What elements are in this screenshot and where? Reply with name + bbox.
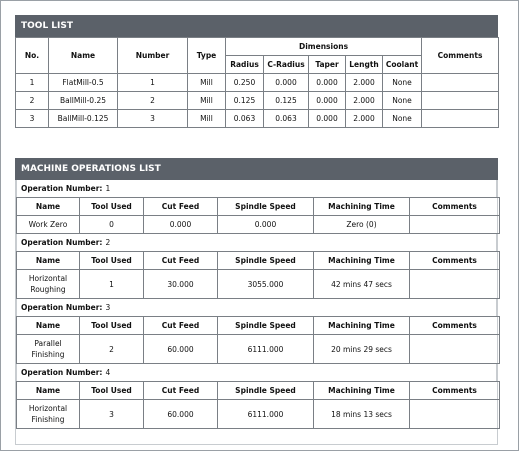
cell-name: Work Zero: [17, 216, 80, 234]
cell-comments: [410, 400, 500, 429]
cell-cut-feed: 0.000: [144, 216, 218, 234]
table-row: [17, 400, 500, 429]
table-row: [16, 74, 499, 92]
cell-name: Parallel Finishing: [17, 335, 80, 364]
cell-comments: [422, 92, 499, 110]
cell-comments: [422, 110, 499, 128]
header-dimensions: Dimensions: [226, 38, 422, 56]
tool-list-section: [15, 15, 498, 128]
header-spindle-speed: Spindle Speed: [218, 252, 314, 270]
operation-number-value: 2: [105, 238, 111, 247]
header-comments: Comments: [422, 38, 499, 74]
cell-radius: 0.250: [226, 74, 264, 92]
cell-number: 3: [118, 110, 188, 128]
cell-c-radius: 0.125: [264, 92, 309, 110]
header-cut-feed: Cut Feed: [144, 252, 218, 270]
table-row: [17, 335, 500, 364]
cell-name: FlatMill-0.5: [49, 74, 118, 92]
cell-comments: [422, 74, 499, 92]
header-tool-used: Tool Used: [80, 382, 144, 400]
header-coolant: Coolant: [383, 56, 422, 74]
cell-number: 1: [118, 74, 188, 92]
header-cut-feed: Cut Feed: [144, 317, 218, 335]
header-length: Length: [346, 56, 383, 74]
header-spindle-speed: Spindle Speed: [218, 382, 314, 400]
header-taper: Taper: [309, 56, 346, 74]
operation-table: [16, 316, 500, 364]
operation-table: [16, 251, 500, 299]
header-no: No.: [16, 38, 49, 74]
tool-list-table: [15, 37, 499, 128]
cell-machining-time: 18 mins 13 secs: [314, 400, 410, 429]
cell-no: 3: [16, 110, 49, 128]
operation-number-row: [16, 180, 497, 197]
cell-length: 2.000: [346, 92, 383, 110]
header-spindle-speed: Spindle Speed: [218, 198, 314, 216]
cell-radius: 0.063: [226, 110, 264, 128]
ops-list-body: [15, 180, 498, 445]
header-cut-feed: Cut Feed: [144, 198, 218, 216]
cell-number: 2: [118, 92, 188, 110]
ops-list-section: [15, 158, 498, 445]
cell-c-radius: 0.000: [264, 74, 309, 92]
header-tool-used: Tool Used: [80, 317, 144, 335]
header-name: Name: [17, 198, 80, 216]
operation-number-value: 1: [105, 184, 111, 193]
operation-number-label: Operation Number:: [21, 368, 103, 377]
cell-coolant: None: [383, 110, 422, 128]
header-name: Name: [17, 252, 80, 270]
cell-coolant: None: [383, 92, 422, 110]
cell-comments: [410, 335, 500, 364]
header-machining-time: Machining Time: [314, 382, 410, 400]
header-cut-feed: Cut Feed: [144, 382, 218, 400]
header-machining-time: Machining Time: [314, 252, 410, 270]
cell-tool-used: 1: [80, 270, 144, 299]
header-comments: Comments: [410, 252, 500, 270]
header-name: Name: [17, 317, 80, 335]
operation-number-row: [16, 364, 497, 381]
table-row: [16, 110, 499, 128]
operation-number-label: Operation Number:: [21, 184, 103, 193]
cell-cut-feed: 60.000: [144, 335, 218, 364]
cell-cut-feed: 30.000: [144, 270, 218, 299]
cell-taper: 0.000: [309, 74, 346, 92]
cell-taper: 0.000: [309, 110, 346, 128]
header-type: Type: [188, 38, 226, 74]
cell-spindle-speed: 0.000: [218, 216, 314, 234]
operation-table: [16, 381, 500, 429]
operation-number-row: [16, 234, 497, 251]
cell-length: 2.000: [346, 110, 383, 128]
header-comments: Comments: [410, 198, 500, 216]
cell-name: BallMill-0.125: [49, 110, 118, 128]
header-c-radius: C-Radius: [264, 56, 309, 74]
header-comments: Comments: [410, 317, 500, 335]
header-spindle-speed: Spindle Speed: [218, 317, 314, 335]
cell-length: 2.000: [346, 74, 383, 92]
cell-name: BallMill-0.25: [49, 92, 118, 110]
header-machining-time: Machining Time: [314, 198, 410, 216]
cell-machining-time: 20 mins 29 secs: [314, 335, 410, 364]
header-radius: Radius: [226, 56, 264, 74]
cell-machining-time: Zero (0): [314, 216, 410, 234]
cell-comments: [410, 216, 500, 234]
header-tool-used: Tool Used: [80, 252, 144, 270]
cell-spindle-speed: 6111.000: [218, 400, 314, 429]
header-number: Number: [118, 38, 188, 74]
cell-tool-used: 3: [80, 400, 144, 429]
cell-spindle-speed: 6111.000: [218, 335, 314, 364]
cell-radius: 0.125: [226, 92, 264, 110]
operation-number-row: [16, 299, 497, 316]
cell-type: Mill: [188, 110, 226, 128]
header-name: Name: [17, 382, 80, 400]
header-machining-time: Machining Time: [314, 317, 410, 335]
cell-taper: 0.000: [309, 92, 346, 110]
ops-list-title: MACHINE OPERATIONS LIST: [15, 158, 498, 180]
table-row: [17, 216, 500, 234]
tool-list-title: TOOL LIST: [15, 15, 498, 37]
cell-type: Mill: [188, 92, 226, 110]
operation-number-value: 3: [105, 303, 111, 312]
cell-comments: [410, 270, 500, 299]
cell-no: 1: [16, 74, 49, 92]
cell-type: Mill: [188, 74, 226, 92]
cell-cut-feed: 60.000: [144, 400, 218, 429]
cell-no: 2: [16, 92, 49, 110]
operation-number-label: Operation Number:: [21, 303, 103, 312]
cell-spindle-speed: 3055.000: [218, 270, 314, 299]
cell-machining-time: 42 mins 47 secs: [314, 270, 410, 299]
cell-coolant: None: [383, 74, 422, 92]
header-comments: Comments: [410, 382, 500, 400]
cell-c-radius: 0.063: [264, 110, 309, 128]
operation-table: [16, 197, 500, 234]
cell-tool-used: 0: [80, 216, 144, 234]
header-name: Name: [49, 38, 118, 74]
cell-name: Horizontal Roughing: [17, 270, 80, 299]
operation-number-value: 4: [105, 368, 111, 377]
header-tool-used: Tool Used: [80, 198, 144, 216]
table-row: [16, 92, 499, 110]
cell-name: Horizontal Finishing: [17, 400, 80, 429]
operation-number-label: Operation Number:: [21, 238, 103, 247]
cell-tool-used: 2: [80, 335, 144, 364]
table-row: [17, 270, 500, 299]
